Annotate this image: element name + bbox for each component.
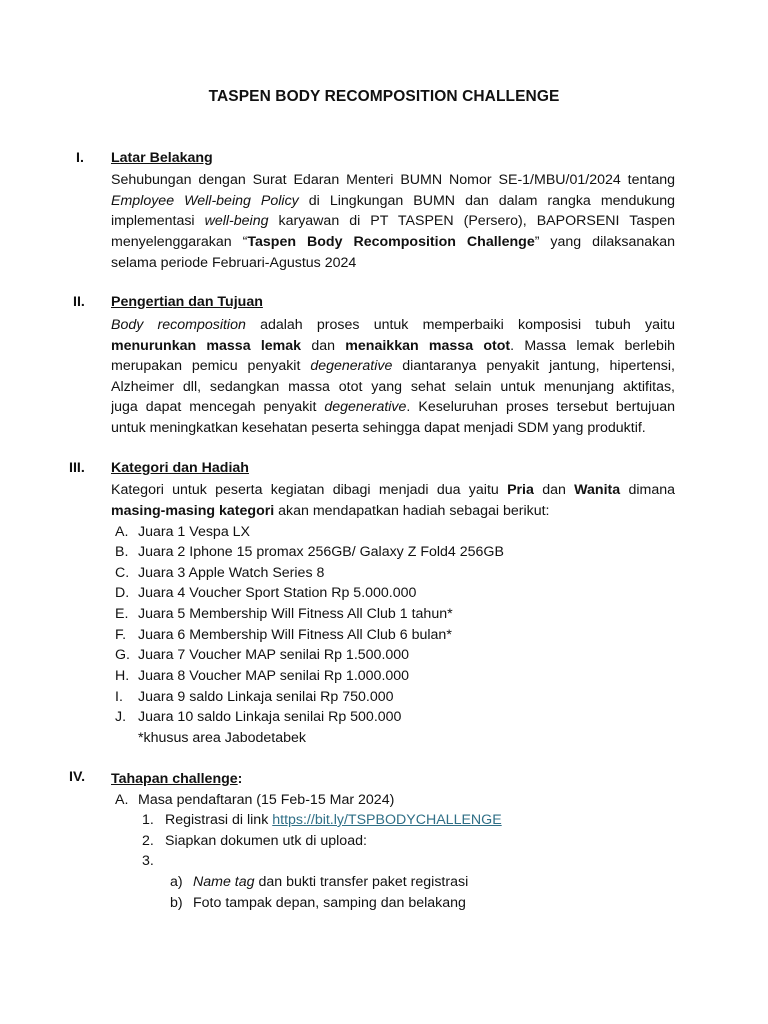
prize-item: B. Juara 2 Iphone 15 promax 256GB/ Galaxy Z Fold4 256GB [115,544,504,560]
paragraph-line: juga dapat mencegah penyakit degenerative. Keseluruhan proses tersebut bertujuan [111,399,675,415]
paragraph-line: masing-masing kategori akan mendapatkan hadiah sebagai berikut: [111,503,550,519]
paragraph-line: menyelenggarakan “Taspen Body Recomposition Challenge” yang dilaksanakan [111,234,675,250]
step-item: 3. [142,853,154,869]
paragraph-line: Alzheimer dll, sedangkan massa otot yang sehat selain untuk menunjang aktifitas, [111,379,675,395]
section-numeral: I. [76,150,84,166]
paragraph-line: Employee Well-being Policy di Lingkungan BUMN dan dalam rangka mendukung [111,193,675,209]
document-title: TASPEN BODY RECOMPOSITION CHALLENGE [208,88,560,105]
paragraph-line: merupakan pemicu penyakit degenerative diantaranya penyakit jantung, hipertensi, [111,358,675,374]
step-item: 1. Registrasi di link https://bit.ly/TSPBODYCHALLENGE [142,812,502,828]
stage-item: A. Masa pendaftaran (15 Feb-15 Mar 2024) [115,792,395,808]
substep-item: a) Name tag dan bukti transfer paket registrasi [170,874,469,890]
prize-item: D. Juara 4 Voucher Sport Station Rp 5.000.000 [115,585,417,601]
step-item: 2. Siapkan dokumen utk di upload: [142,833,367,849]
section-numeral: IV. [69,769,86,785]
paragraph-line: untuk meningkatkan kesehatan peserta sehingga dapat menjadi SDM yang produktif. [111,420,646,436]
paragraph-line: selama periode Februari-Agustus 2024 [111,255,357,271]
prize-item: A. Juara 1 Vespa LX [115,524,251,540]
prize-item: J. Juara 10 saldo Linkaja senilai Rp 500.000 [115,709,402,725]
prize-item: H. Juara 8 Voucher MAP senilai Rp 1.000.000 [115,668,410,684]
paragraph-line: Kategori untuk peserta kegiatan dibagi menjadi dua yaitu Pria dan Wanita dimana [111,482,675,498]
section-heading: Tahapan challenge: [111,771,243,787]
prize-item: I. Juara 9 saldo Linkaja senilai Rp 750.000 [115,689,394,705]
section-numeral: III. [69,460,85,476]
prize-item: E. Juara 5 Membership Will Fitness All Club 1 tahun* [115,606,453,622]
section-heading: Kategori dan Hadiah [111,460,249,476]
prize-item: G. Juara 7 Voucher MAP senilai Rp 1.500.000 [115,647,410,663]
section-numeral: II. [73,294,85,310]
prize-item: C. Juara 3 Apple Watch Series 8 [115,565,325,581]
paragraph-line: menurunkan massa lemak dan menaikkan massa otot. Massa lemak berlebih [111,338,675,354]
section-heading: Pengertian dan Tujuan [111,294,263,310]
substep-item: b) Foto tampak depan, samping dan belakang [170,895,466,911]
registration-link[interactable]: https://bit.ly/TSPBODYCHALLENGE [272,812,502,828]
paragraph-line: implementasi well-being karyawan di PT TASPEN (Persero), BAPORSENI Taspen [111,213,675,229]
section-heading: Latar Belakang [111,150,213,166]
prize-note: *khusus area Jabodetabek [138,730,307,746]
paragraph-line: Body recomposition adalah proses untuk memperbaiki komposisi tubuh yaitu [111,317,675,333]
prize-item: F. Juara 6 Membership Will Fitness All Club 6 bulan* [115,627,452,643]
paragraph-line: Sehubungan dengan Surat Edaran Menteri BUMN Nomor SE-1/MBU/01/2024 tentang [111,172,675,188]
